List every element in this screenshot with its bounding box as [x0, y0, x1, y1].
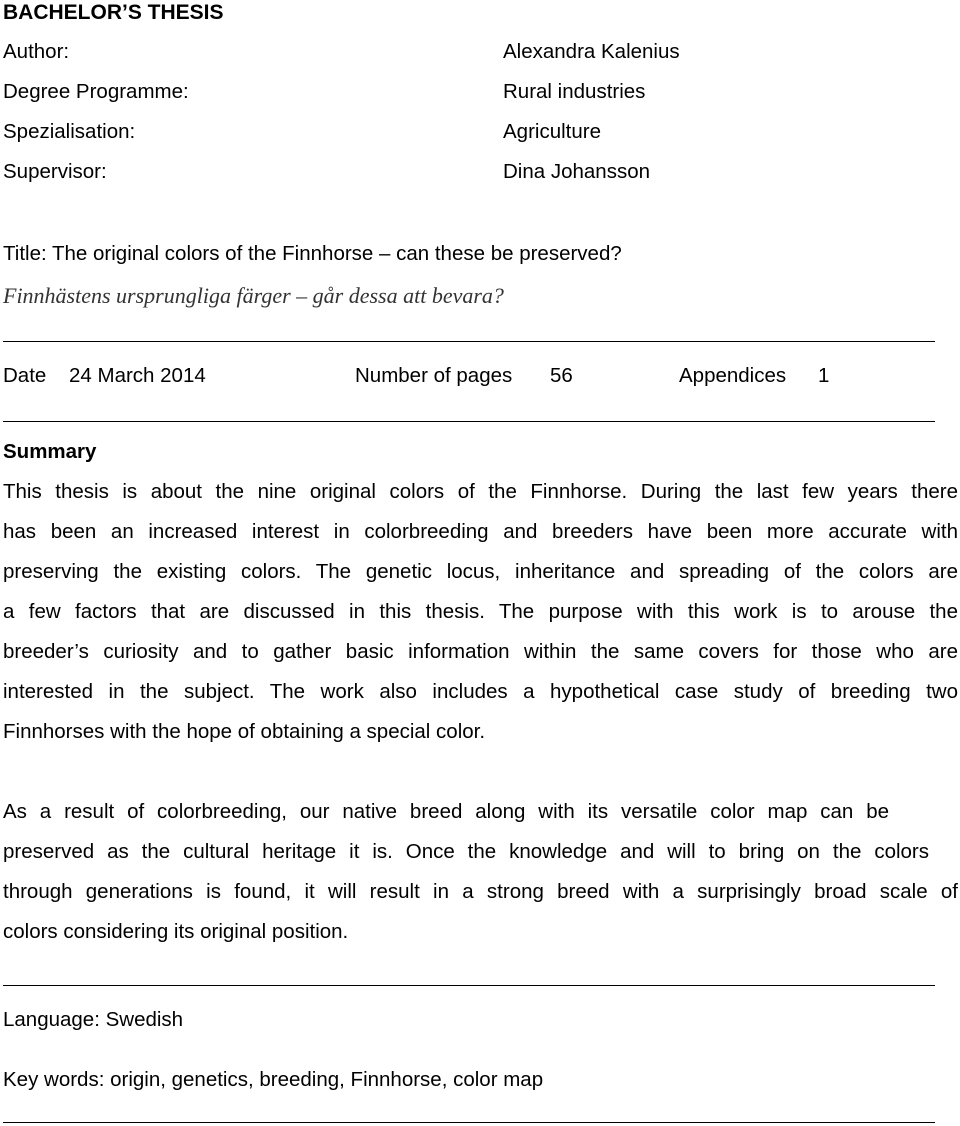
- document-heading: BACHELOR’S THESIS: [3, 1, 224, 24]
- paragraph-line: through generations is found, it will result in a strong breed with a surprisingly broad scale of: [3, 880, 958, 903]
- degree-programme-label: Degree Programme:: [3, 80, 189, 103]
- keywords-line: Key words: origin, genetics, breeding, Finnhorse, color map: [3, 1068, 544, 1091]
- divider: [3, 985, 935, 986]
- divider: [3, 421, 935, 422]
- date-pages-row: [3, 364, 953, 392]
- title-english: Title: The original colors of the Finnhorse – can these be preserved?: [3, 242, 622, 265]
- title-swedish: Finnhästens ursprungliga färger – går dessa att bevara?: [3, 283, 504, 308]
- author-label: Author:: [3, 40, 70, 63]
- supervisor-label: Supervisor:: [3, 160, 107, 183]
- pages-label: Number of pages: [355, 364, 513, 387]
- divider: [3, 1122, 935, 1123]
- paragraph-line: preserved as the cultural heritage it is. Once the knowledge and will to bring on the colors: [3, 840, 929, 863]
- summary-paragraph-2: [3, 792, 958, 952]
- paragraph-line: interested in the subject. The work also includes a hypothetical case study of breeding two: [3, 680, 958, 703]
- supervisor-value: Dina Johansson: [503, 160, 651, 183]
- paragraph-line: a few factors that are discussed in this thesis. The purpose with this work is to arouse the: [3, 600, 958, 623]
- author-value: Alexandra Kalenius: [503, 40, 680, 63]
- degree-programme-value: Rural industries: [503, 80, 646, 103]
- specialisation-label: Spezialisation:: [3, 120, 136, 143]
- paragraph-line: Finnhorses with the hope of obtaining a special color.: [3, 720, 486, 743]
- date-value: 24 March 2014: [69, 364, 206, 387]
- divider: [3, 341, 935, 342]
- date-label: Date: [3, 364, 47, 387]
- summary-paragraph-1: [3, 472, 958, 752]
- appendices-label: Appendices: [679, 364, 787, 387]
- specialisation-value: Agriculture: [503, 120, 601, 143]
- appendices-value: 1: [818, 364, 830, 387]
- paragraph-line: This thesis is about the nine original colors of the Finnhorse. During the last few years there: [3, 480, 958, 503]
- paragraph-line: As a result of colorbreeding, our native breed along with its versatile color map can be: [3, 800, 889, 823]
- paragraph-line: has been an increased interest in colorbreeding and breeders have been more accurate with: [3, 520, 958, 543]
- paragraph-line: colors considering its original position.: [3, 920, 349, 943]
- paragraph-line: preserving the existing colors. The genetic locus, inheritance and spreading of the colors are: [3, 560, 958, 583]
- paragraph-line: breeder’s curiosity and to gather basic information within the same covers for those who are: [3, 640, 958, 663]
- summary-title: Summary: [3, 440, 97, 463]
- language-line: Language: Swedish: [3, 1008, 184, 1031]
- pages-value: 56: [550, 364, 573, 387]
